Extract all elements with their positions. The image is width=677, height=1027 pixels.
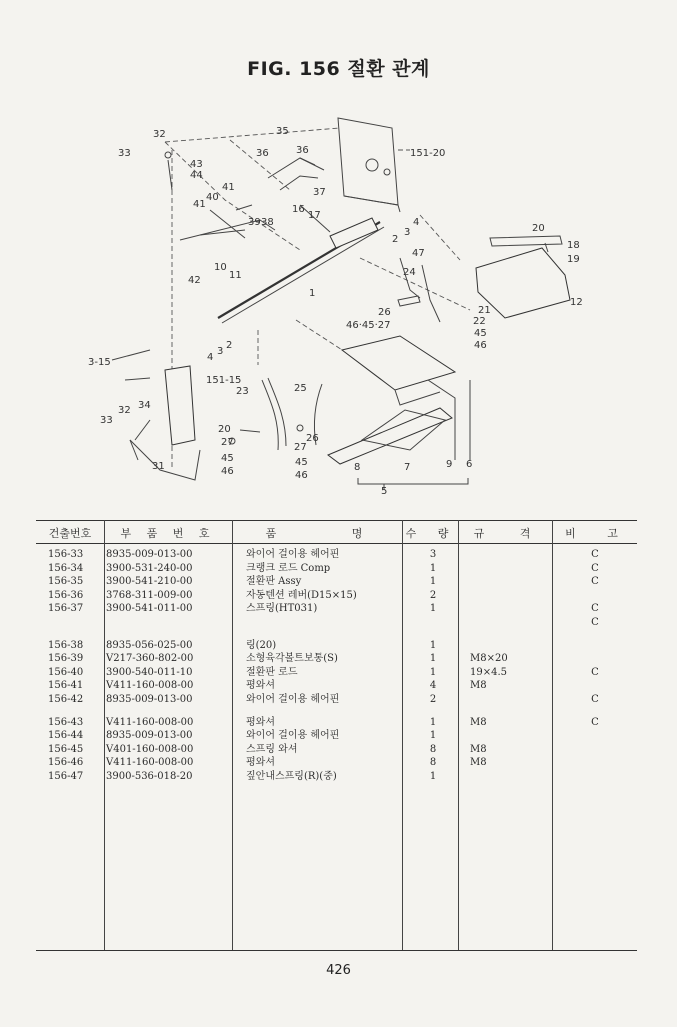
callout-21: 21 <box>478 305 491 316</box>
callout-43: 43 <box>190 159 203 170</box>
callout-17: 17 <box>308 210 321 221</box>
callout-4: 4 <box>413 217 420 228</box>
callout-41b: 41 <box>193 199 206 210</box>
callout-27: 27 <box>221 437 234 448</box>
table-row: 156-40 3900-540-011-10 절환판 로드 1 19×4.5 C <box>48 666 599 678</box>
callout-3: 3 <box>404 227 411 238</box>
callout-12: 12 <box>570 297 583 308</box>
callout-8: 8 <box>354 462 361 473</box>
callout-3-15: 3-15 <box>88 357 111 368</box>
callout-1: 1 <box>309 288 316 299</box>
page-title: FIG. 156 절환 관계 <box>247 58 430 80</box>
exploded-parts-diagram <box>0 0 677 510</box>
callout-39: 39 <box>248 217 261 228</box>
table-row: 156-37 3900-541-011-00 스프링(HT031) 1 C <box>48 603 599 615</box>
callout-2b: 2 <box>226 340 233 351</box>
table-row: 156-42 8935-009-013-00 와이어 걸이용 헤어핀 2 C <box>48 693 599 705</box>
table-row: 156-45 V401-160-008-00 스프링 와셔 8 M8 <box>48 743 487 755</box>
callout-5: 5 <box>381 486 388 497</box>
table-row: 156-41 V411-160-008-00 평와셔 4 M8 <box>48 680 487 692</box>
table-row: 156-47 3900-536-018-20 짚안내스프링(R)(중) 1 <box>48 770 437 782</box>
table-row: 156-39 V217-360-802-00 소형육각볼트보통(S) 1 M8×20 <box>48 653 508 665</box>
callout-18: 18 <box>567 240 580 251</box>
header-spec: 규 격 <box>473 527 537 540</box>
bottom-rule <box>36 950 637 951</box>
header-remarks: 비 고 <box>565 527 624 540</box>
callout-6: 6 <box>466 459 473 470</box>
table-row: 156-38 8935-056-025-00 링(20) 1 <box>48 639 437 651</box>
callout-27b: 27 <box>294 442 307 453</box>
callout-36b: 36 <box>296 145 309 156</box>
callout-7: 7 <box>404 462 411 473</box>
callout-37: 37 <box>313 187 326 198</box>
header-part-no: 부 품 번 호 <box>120 527 216 540</box>
callout-42: 42 <box>188 275 201 286</box>
callout-19: 19 <box>567 254 580 265</box>
callout-22: 22 <box>473 316 486 327</box>
callout-46b: 46 <box>221 466 234 477</box>
header-part-name: 품 명 <box>265 527 369 540</box>
header-ref-no: 건출번호 <box>48 527 92 540</box>
callout-46: 46 <box>474 340 487 351</box>
callout-23: 23 <box>236 386 249 397</box>
callout-47: 47 <box>412 248 425 259</box>
callout-26: 26 <box>378 307 391 318</box>
dimension-5 <box>358 478 468 490</box>
callout-45: 45 <box>474 328 487 339</box>
table-body <box>36 548 637 784</box>
callout-10: 10 <box>214 262 227 273</box>
callout-38: 38 <box>261 217 274 228</box>
callout-33b: 33 <box>100 415 113 426</box>
callout-32b: 32 <box>118 405 131 416</box>
callout-11: 11 <box>229 270 242 281</box>
callout-151-15: 151-15 <box>206 375 242 386</box>
callout-32: 32 <box>153 129 166 140</box>
callout-20b: 20 <box>218 424 231 435</box>
table-row: 156-33 8935-009-013-00 와이어 걸이용 헤어핀 3 C <box>48 549 599 560</box>
table-row: 156-46 V411-160-008-00 평와셔 8 M8 <box>48 757 487 769</box>
callout-16: 16 <box>292 204 305 215</box>
callout-40: 40 <box>206 192 219 203</box>
callout-46c: 46 <box>295 470 308 481</box>
callout-151-20: 151-20 <box>410 148 446 159</box>
callout-3b: 3 <box>217 346 224 357</box>
callout-26b: 26 <box>306 433 319 444</box>
callout-36: 36 <box>256 148 269 159</box>
callout-31: 31 <box>152 461 165 472</box>
table-header <box>36 520 637 544</box>
page-number: 426 <box>326 963 351 978</box>
callout-4b: 4 <box>207 352 214 363</box>
callout-44: 44 <box>190 170 203 181</box>
table-row: 156-44 8935-009-013-00 와이어 걸이용 헤어핀 1 <box>48 730 437 742</box>
callout-20: 20 <box>532 223 545 234</box>
lower-plate <box>328 336 470 464</box>
callout-45b: 45 <box>221 453 234 464</box>
callout-9: 9 <box>446 459 453 470</box>
callout-34: 34 <box>138 400 151 411</box>
table-row: C <box>591 616 599 628</box>
callout-46-45-27: 46·45·27 <box>346 320 391 331</box>
header-qty: 수 량 <box>405 527 455 540</box>
table-row: 156-43 V411-160-008-00 평와셔 1 M8 C <box>48 716 599 728</box>
callout-25: 25 <box>294 383 307 394</box>
callout-33: 33 <box>118 148 131 159</box>
table-row: 156-35 3900-541-210-00 절환판 Assy 1 C <box>48 576 599 588</box>
callout-41: 41 <box>222 182 235 193</box>
callout-2: 2 <box>392 234 399 245</box>
callout-35: 35 <box>276 126 289 137</box>
table-row: 156-36 3768-311-009-00 자동텐션 레버(D15×15) 2 <box>48 589 437 601</box>
callout-45c: 45 <box>295 457 308 468</box>
callout-24: 24 <box>403 267 416 278</box>
table-row: 156-34 3900-531-240-00 크랭크 로드 Comp 1 C <box>48 562 599 574</box>
